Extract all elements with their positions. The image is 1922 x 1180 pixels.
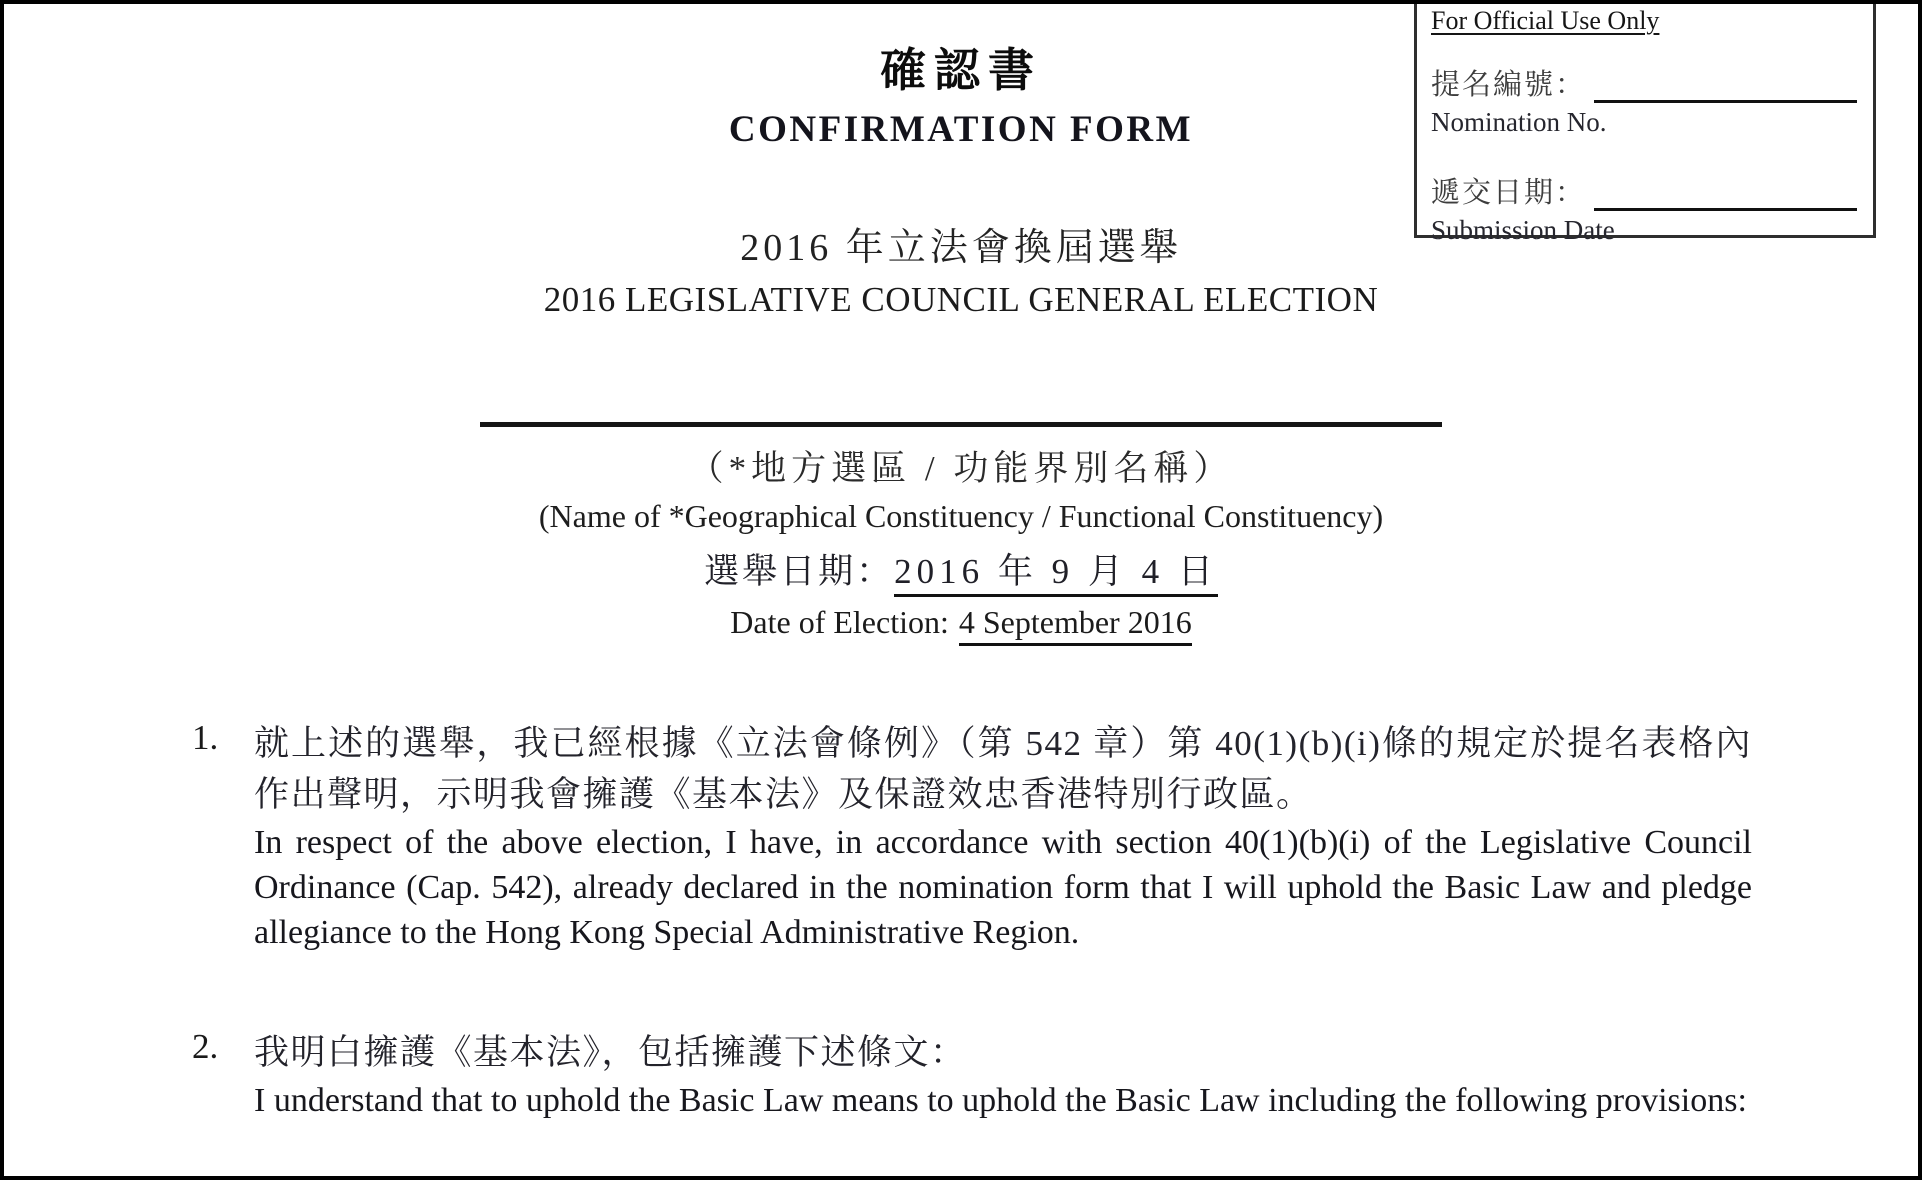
clause-1-body [254, 718, 1752, 955]
nomination-no-label-zh: 提名編號： [1431, 69, 1587, 101]
clause-1-text-en: In respect of the above election, I have, in accordance with section 40(1)(b)(i) of the Legislative Council Ordinance (Cap. 542), already declared in the nomination form that I will uphold the Basic Law and pledge allegiance to the Hong Kong Special Administrative Region. [254, 824, 1752, 951]
nomination-no-label-en: Nomination No. [1431, 107, 1607, 137]
clause-2-body [254, 1027, 1752, 1123]
election-date-label-zh: 選舉日期： [704, 552, 895, 591]
constituency-caption-zh: （*地方選區 / 功能界別名稱） [688, 449, 1234, 488]
election-date-value-zh: 2016 年 9 月 4 日 [894, 552, 1218, 597]
election-date-line-zh [4, 544, 1918, 594]
clause-1 [192, 718, 1752, 955]
form-title-zh: 確認書 [880, 43, 1042, 97]
election-date-line-en [4, 604, 1918, 641]
election-date-value-en: 4 September 2016 [959, 604, 1192, 646]
official-use-heading: For Official Use Only [1431, 6, 1660, 35]
clause-2-text-en: I understand that to uphold the Basic Law means to uphold the Basic Law including the following provisions: [254, 1082, 1747, 1119]
election-date-section [4, 544, 1918, 641]
form-title-en: CONFIRMATION FORM [728, 109, 1194, 150]
clause-2-number: 2. [192, 1027, 219, 1066]
election-title-en: 2016 LEGISLATIVE COUNCIL GENERAL ELECTION [543, 280, 1379, 319]
clause-2-text-zh: 我明白擁護《基本法》，包括擁護下述條文： [254, 1033, 967, 1072]
election-date-label-en: Date of Election: [730, 604, 949, 640]
submission-date-label-zh: 遞交日期： [1431, 177, 1587, 209]
submission-date-blank-line [1594, 175, 1857, 211]
constituency-caption-en: (Name of *Geographical Constituency / Functional Constituency) [538, 498, 1384, 534]
election-title-zh: 2016 年立法會換屆選舉 [740, 227, 1182, 269]
clause-list [192, 718, 1752, 1123]
clause-1-number: 1. [192, 718, 219, 757]
submission-date-label-en: Submission Date [1431, 215, 1615, 245]
clause-2 [192, 1027, 1752, 1123]
constituency-section [4, 422, 1918, 535]
election-header [4, 216, 1918, 320]
clause-1-text-zh: 就上述的選舉，我已經根據《立法會條例》（第 542 章）第 40(1)(b)(i)條的規定於提名表格內作出聲明，示明我會擁護《基本法》及保證效忠香港特別行政區。 [254, 724, 1752, 814]
constituency-name-blank-line [480, 422, 1442, 427]
form-header [4, 34, 1918, 151]
